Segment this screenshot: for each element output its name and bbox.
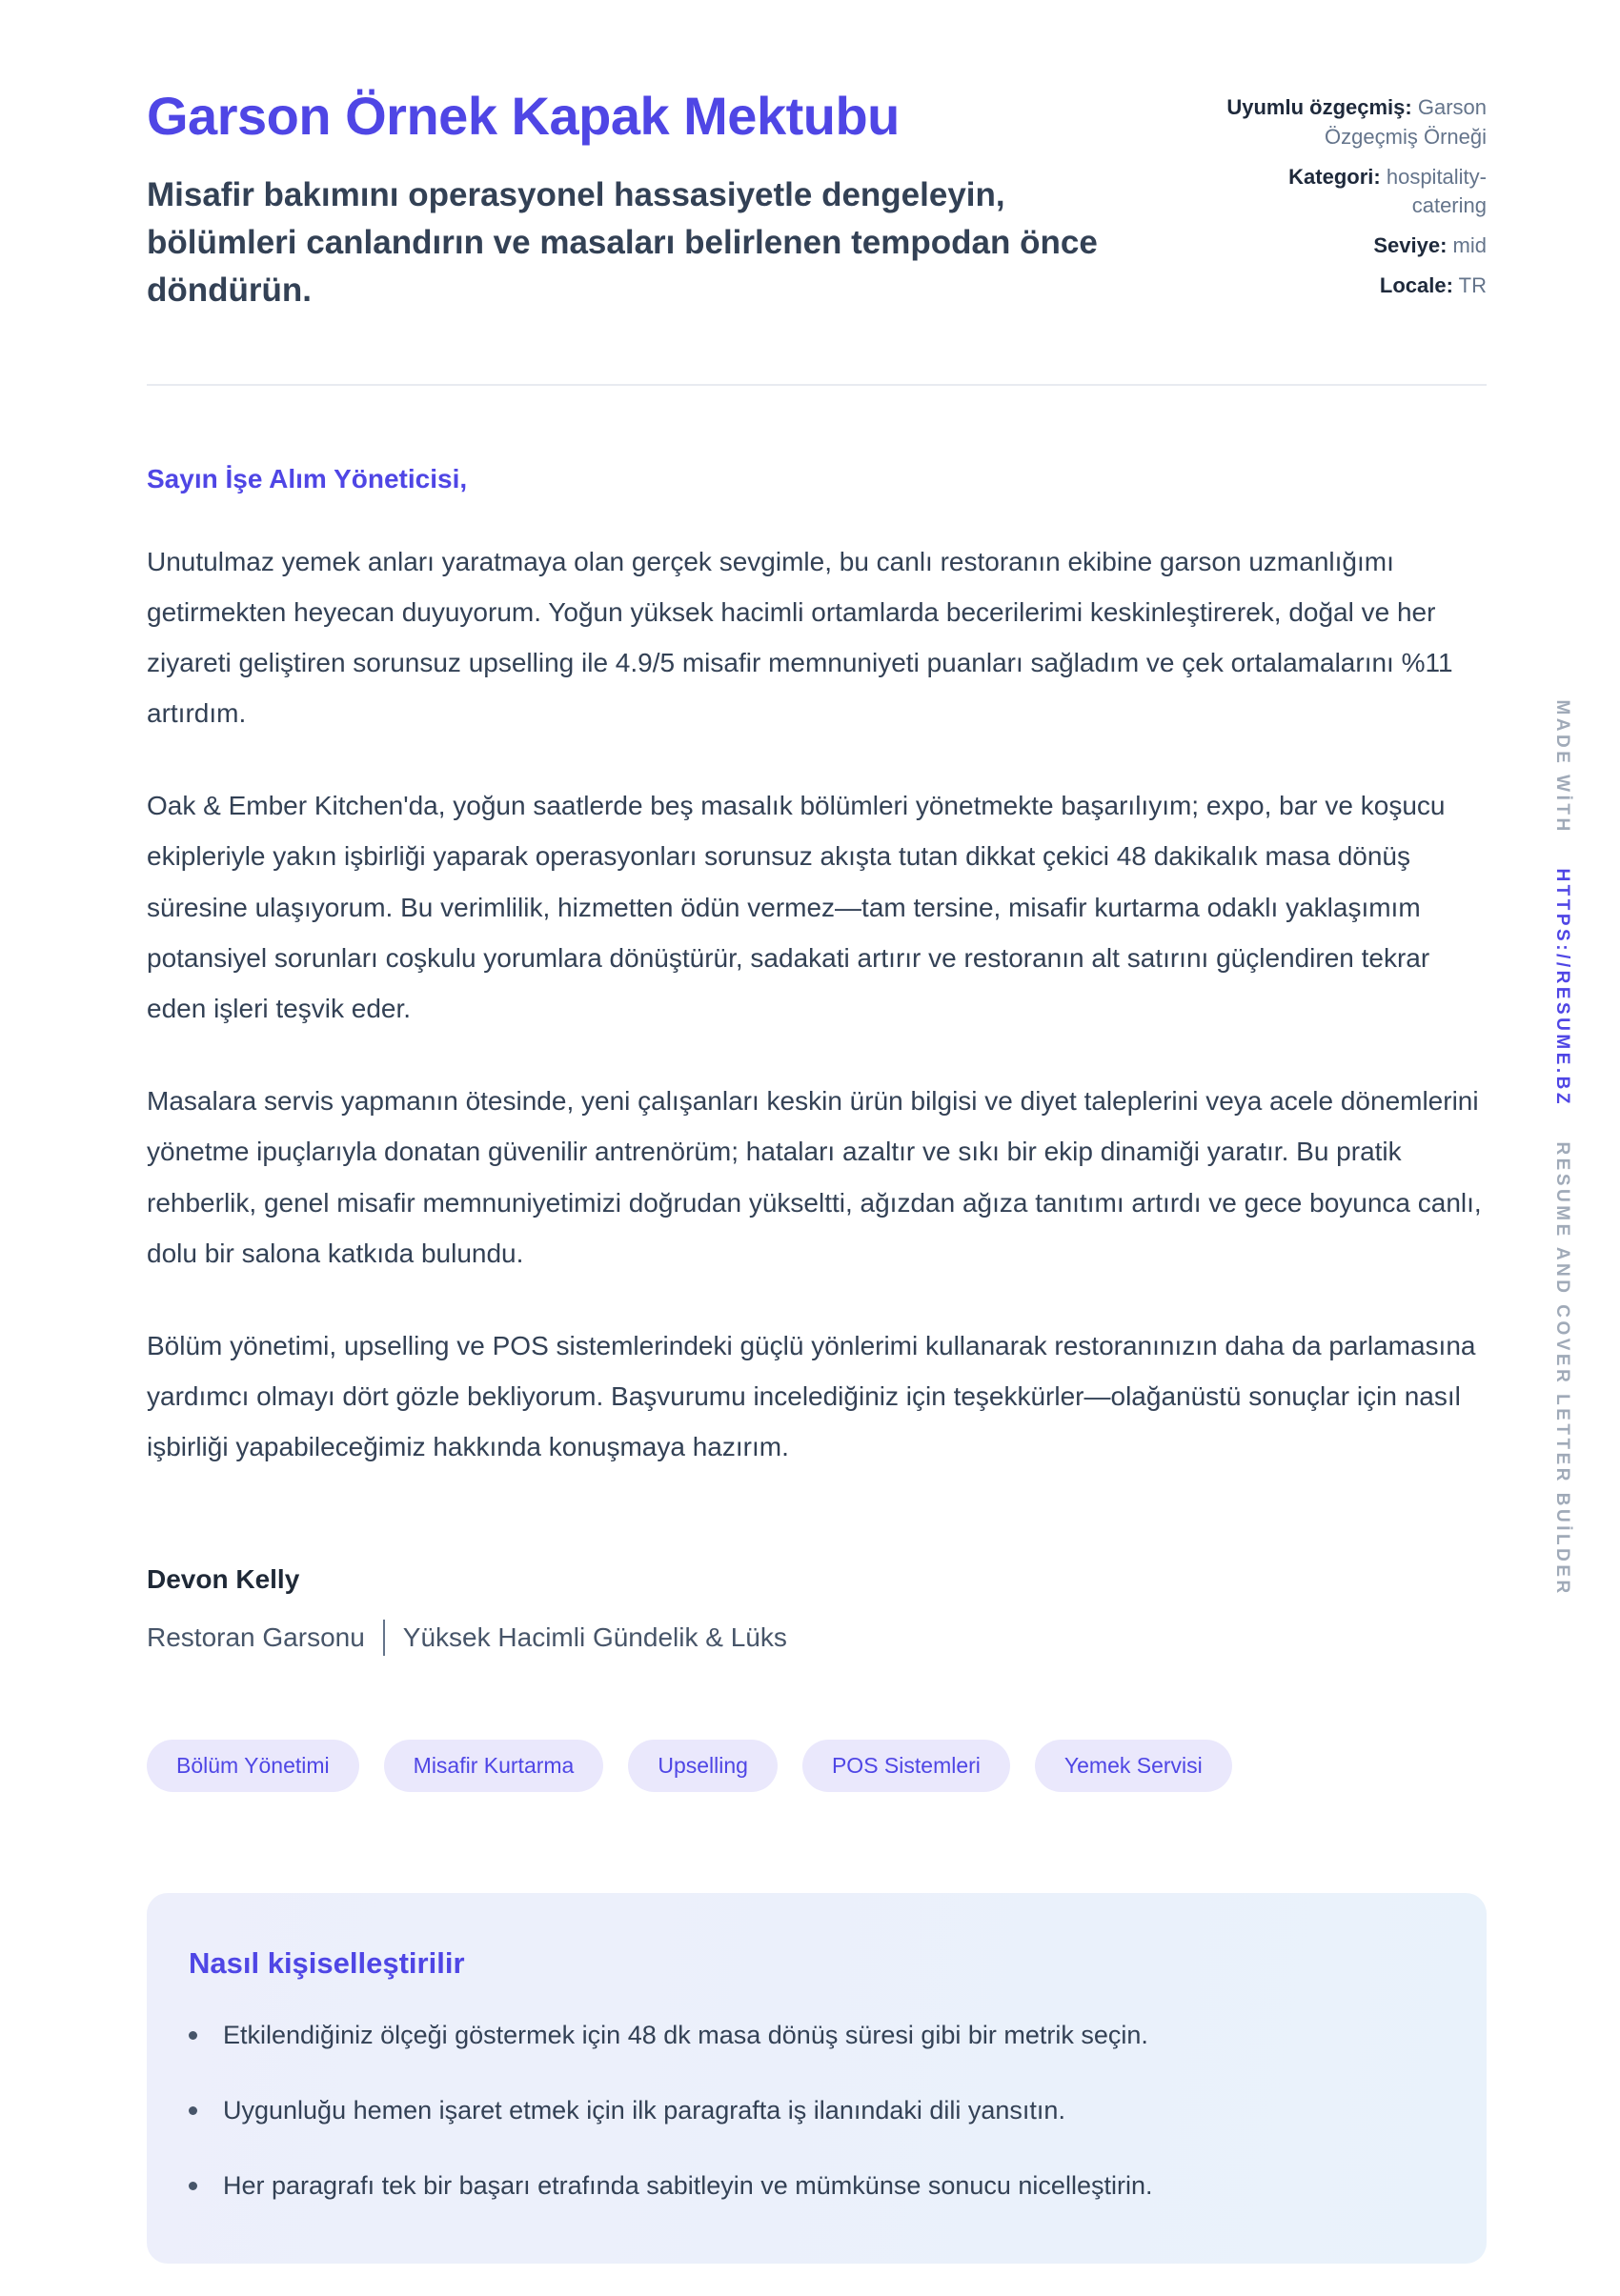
signature-role-primary: Restoran Garsonu [147, 1621, 365, 1652]
meta-value-level: mid [1452, 233, 1487, 258]
tip-item [189, 2167, 1429, 2205]
letter-paragraph: Oak & Ember Kitchen'da, yoğun saatlerde beş masalık bölümleri yönetmekte başarılıyım; expo, bar ve koşucu ekipleriyle yakın işbirliği yaparak operasyonları sorunsuz akışta tutan dikkat çekici 48 dakikalık masa dönüş süresine ulaşıyorum. Bu verimlilik, hizmetten ödün vermez—tam tersine, misafir kurtarma odaklı yaklaşımım potansiyel sorunları coşkulu yorumlara dönüştürür, sadakati artırır ve restoranın alt satırını güçlendiren tekrar eden işleri teşvik eder. [147, 791, 1446, 1024]
personalization-tips-card [147, 1893, 1487, 2264]
bullet-dot [189, 2031, 197, 2040]
meta-row-level [1225, 232, 1487, 261]
signature-role [147, 1620, 1487, 1656]
skill-tags [147, 1740, 1487, 1792]
header-titles [147, 86, 1147, 315]
tip-text: Etkilendiğiniz ölçeği göstermek için 48 dk masa dönüş süresi gibi bir metrik seçin. [223, 2020, 1148, 2049]
meta-value-category: hospitality-catering [1386, 164, 1487, 218]
tip-text: Uygunluğu hemen işaret etmek için ilk paragrafta iş ilanındaki dili yansıtın. [223, 2095, 1065, 2125]
bullet-dot [189, 2182, 197, 2190]
page-subtitle: Misafir bakımını operasyonel hassasiyetle dengeleyin, bölümleri canlandırın ve masaları belirlenen tempodan önce döndürün. [147, 176, 1098, 310]
tip-item [189, 2017, 1429, 2054]
meta-row-locale [1225, 272, 1487, 301]
tips-title: Nasıl kişiselleştirilir [189, 1945, 465, 1980]
skill-tag: Bölüm Yönetimi [147, 1740, 359, 1792]
signature-name: Devon Kelly [147, 1563, 300, 1594]
site-watermark [1551, 699, 1572, 1596]
role-separator [383, 1620, 385, 1656]
meta-label-level: Seviye: [1373, 233, 1448, 258]
meta-row-category [1225, 163, 1487, 222]
page-title: Garson Örnek Kapak Mektubu [147, 86, 900, 146]
meta-label-category: Kategori: [1288, 164, 1381, 189]
meta-label-locale: Locale: [1379, 272, 1453, 297]
watermark-tagline: RESUME AND COVER LETTER BUİLDER [1552, 1141, 1572, 1597]
skill-tag: Misafir Kurtarma [384, 1740, 604, 1792]
resume-meta [1225, 86, 1487, 312]
letter-paragraph: Bölüm yönetimi, upselling ve POS sistemlerindeki güçlü yönlerimi kullanarak restoranınızın daha da parlamasına yardımcı olmayı dört gözle bekliyorum. Başvurumu incelediğiniz için teşekkürler—olağanüstü sonuçlar için nasıl işbirliği yapabileceğimiz hakkında konuşmaya hazırım. [147, 1330, 1476, 1462]
resume-bz-link[interactable]: HTTPS://RESUME.BZ [1552, 868, 1572, 1108]
page-header [147, 86, 1487, 315]
tip-item [189, 2092, 1429, 2129]
letter-body [147, 464, 1487, 2264]
skill-tag: Yemek Servisi [1035, 1740, 1232, 1792]
letter-greeting: Sayın İşe Alım Yöneticisi, [147, 463, 468, 493]
header-divider [147, 384, 1487, 386]
skill-tag: Upselling [628, 1740, 778, 1792]
bullet-dot [189, 2106, 197, 2115]
signature-role-secondary: Yüksek Hacimli Gündelik & Lüks [402, 1621, 787, 1652]
meta-value-locale: TR [1458, 272, 1487, 297]
watermark-made-with: MADE WİTH [1552, 699, 1572, 835]
letter-paragraph: Masalara servis yapmanın ötesinde, yeni çalışanları keskin ürün bilgisi ve diyet taleplerini veya acele dönemlerini yönetme ipuçlarıyla donatan güvenilir antrenörüm; hataları azaltır ve sıkı bir ekip dinamiği yaratır. Bu pratik rehberlik, genel misafir memnuniyetimizi doğrudan yükseltti, ağızdan ağıza tanıtımı artırdı ve gece boyunca canlı, dolu bir salona katkıda bulundu. [147, 1086, 1482, 1268]
matching-resume-link[interactable]: Garson Özgeçmiş Örneği [1325, 95, 1487, 149]
meta-row-matching-resume [1225, 93, 1487, 152]
tips-list [189, 2017, 1429, 2205]
tip-text: Her paragrafı tek bir başarı etrafında sabitleyin ve mümkünse sonucu nicelleştirin. [223, 2170, 1153, 2200]
skill-tag: POS Sistemleri [802, 1740, 1010, 1792]
meta-label-matching-resume: Uyumlu özgeçmiş: [1226, 95, 1412, 119]
letter-paragraph: Unutulmaz yemek anları yaratmaya olan gerçek sevgimle, bu canlı restoranın ekibine garson uzmanlığımı getirmekten heyecan duyuyorum. Yoğun yüksek hacimli ortamlarda becerilerimi keskinleştirerek, doğal ve her ziyareti geliştiren sorunsuz upselling ile 4.9/5 misafir memnuniyeti puanları sağladım ve çek ortalamalarını %11 artırdım. [147, 546, 1453, 729]
